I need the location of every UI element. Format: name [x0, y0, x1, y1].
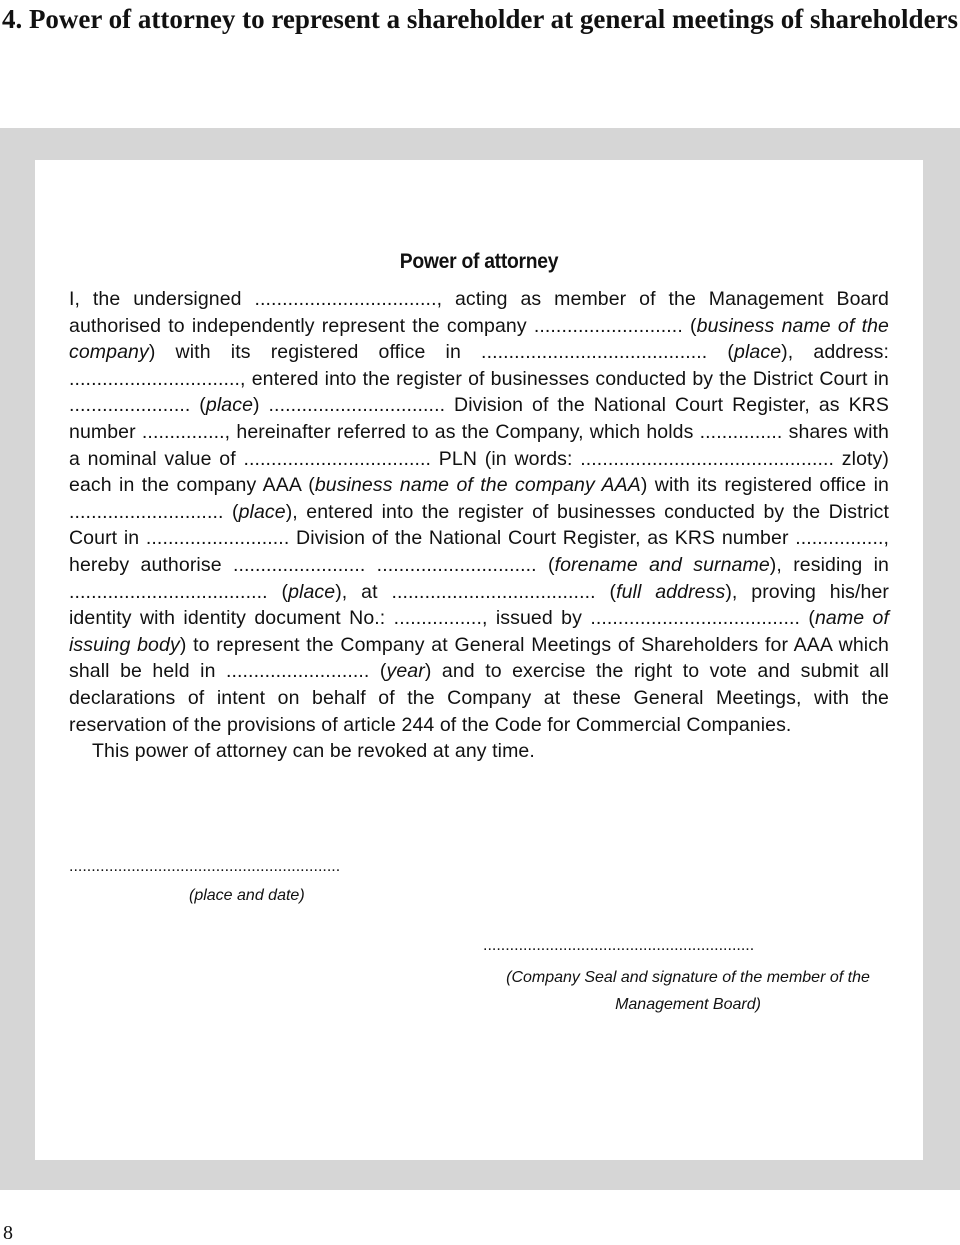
paragraph-text: ) ................................ Division of the National Court Register, as KRS number ..............., hereinafter referred to as the Company, which holds ............... shares with a nominal value of .................................. PLN (in words: .............................................. zloty) each in the company AAA ( [69, 394, 889, 497]
placeholder-hint: full address [616, 580, 726, 603]
placeholder-hint: business name of the company AAA [314, 474, 641, 497]
place-date-block [69, 857, 429, 905]
main-paragraph [69, 286, 889, 738]
paragraph-text: ), residing in .................................... ( [69, 553, 889, 603]
seal-signature-block [483, 936, 893, 1018]
seal-signature-caption: (Company Seal and signature of the member of the Management Board) [506, 969, 870, 1013]
placeholder-hint: place [205, 394, 254, 417]
paragraph-text: ) and to exercise the right to vote and submit all declarations of intent on behalf of the Company at these General Meetings, with the reservation of the provisions of article 244 of the Code for Commercial Companies. [69, 660, 889, 736]
paragraph-text: ), at ..................................... ( [335, 580, 617, 603]
document-title: Power of attorney [399, 250, 559, 273]
document-body [69, 286, 889, 765]
paragraph-text: ) to represent the Company at General Meetings of Shareholders for AAA which shall be held in .......................... ( [69, 633, 889, 683]
paragraph-text: ) with its registered office in ......................................... ( [148, 341, 735, 364]
page-number: 8 [3, 1222, 13, 1244]
placeholder-hint: business name of the company [69, 314, 889, 364]
paragraph-text: ) with its registered office in ............................ ( [69, 474, 889, 523]
section-heading: 4. Power of attorney to represent a shareholder at general meetings of shareholders [1, 4, 959, 34]
place-date-line: ............................................................. [69, 858, 341, 875]
revocation-paragraph: This power of attorney can be revoked at any time. [92, 740, 535, 763]
placeholder-hint: forename and surname [554, 553, 770, 576]
seal-signature-line: ............................................................. [483, 937, 755, 954]
placeholder-hint: place [734, 341, 782, 364]
placeholder-hint: place [288, 580, 336, 603]
place-date-caption: (place and date) [189, 887, 305, 904]
paragraph-text: I, the undersigned ................................., acting as member of the Management Board authorised to independently represent the company ........................... ( [69, 288, 889, 337]
paragraph-text: ), proving his/her identity with identity document No.: ................, issued by ...................................... ( [69, 580, 889, 630]
placeholder-hint: year [386, 660, 425, 683]
form-sheet [35, 160, 923, 1160]
paragraph-text: ), entered into the register of businesses conducted by the District Court in .......................... Division of the National Court Register, as KRS number ................, hereby authorise ........................ ............................. ( [69, 500, 889, 576]
placeholder-hint: name of issuing body [69, 607, 889, 656]
form-frame [0, 128, 960, 1190]
paragraph-text: ), address: ..............................., entered into the register of businesses conducted by the District Court in ...................... ( [69, 341, 889, 417]
placeholder-hint: place [238, 500, 286, 523]
